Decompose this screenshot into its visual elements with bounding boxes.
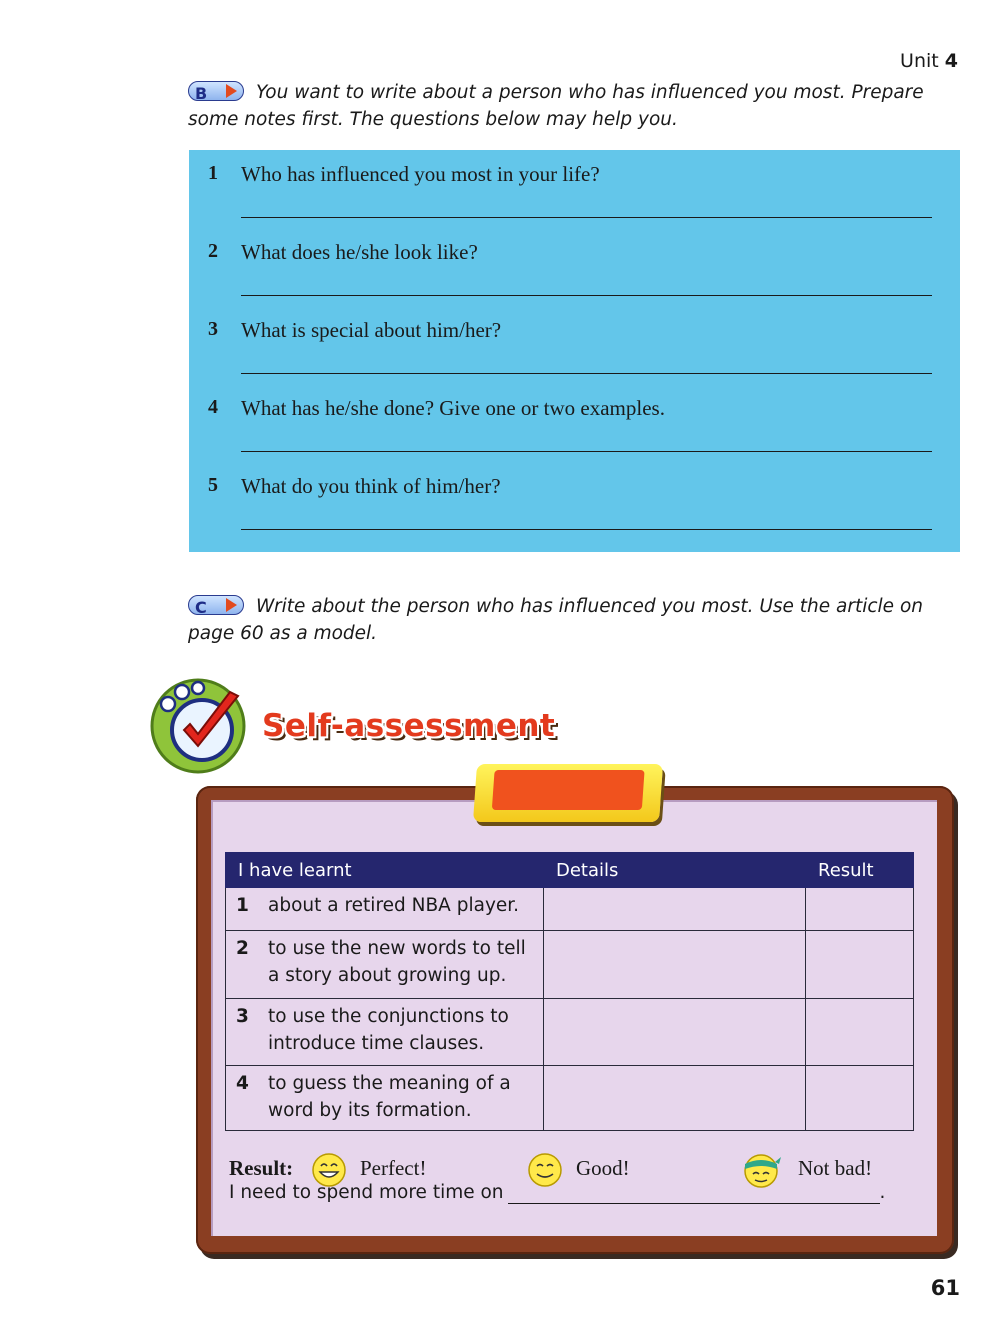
exercise-b-instruction bbox=[188, 79, 928, 133]
question-item bbox=[189, 150, 960, 228]
unit-label bbox=[900, 50, 958, 72]
col-header-learnt: I have learnt bbox=[226, 853, 544, 888]
board-clip bbox=[473, 764, 663, 822]
row-text: to use the new words to tell a story about growing up. bbox=[268, 938, 526, 986]
exercise-b-badge bbox=[188, 81, 244, 101]
result-cell[interactable] bbox=[806, 1066, 914, 1131]
learnt-cell bbox=[226, 888, 544, 931]
question-number: 4 bbox=[208, 396, 218, 418]
exercise-c-instruction bbox=[188, 593, 928, 647]
row-number: 3 bbox=[236, 1006, 249, 1027]
question-text: What is special about him/her? bbox=[241, 318, 502, 342]
question-item bbox=[189, 384, 960, 462]
need-answer-line[interactable] bbox=[508, 1183, 880, 1204]
rating-not-bad: Not bad! bbox=[798, 1156, 873, 1180]
row-number: 2 bbox=[236, 938, 249, 959]
questions-box bbox=[189, 150, 960, 552]
table-header-row bbox=[226, 853, 914, 888]
question-item bbox=[189, 462, 960, 540]
answer-line[interactable] bbox=[241, 373, 932, 374]
self-assessment-title: Self-assessment bbox=[262, 708, 556, 744]
row-text: to guess the meaning of a word by its formation. bbox=[268, 1073, 511, 1121]
question-text: What do you think of him/her? bbox=[241, 474, 501, 498]
question-number: 2 bbox=[208, 240, 218, 262]
result-cell[interactable] bbox=[806, 931, 914, 999]
table-row bbox=[226, 999, 914, 1066]
table-row bbox=[226, 1066, 914, 1131]
unit-text: Unit bbox=[900, 50, 939, 72]
need-more-time bbox=[229, 1182, 885, 1204]
row-number: 4 bbox=[236, 1073, 249, 1094]
unit-number: 4 bbox=[944, 50, 958, 72]
badge-letter-c: C bbox=[195, 598, 207, 617]
rating-good: Good! bbox=[576, 1156, 630, 1180]
col-header-result: Result bbox=[806, 853, 914, 888]
learnt-cell bbox=[226, 931, 544, 999]
answer-line[interactable] bbox=[241, 451, 932, 452]
question-text: What has he/she done? Give one or two examples. bbox=[241, 396, 665, 420]
question-number: 5 bbox=[208, 474, 218, 496]
col-header-details: Details bbox=[544, 853, 806, 888]
answer-line[interactable] bbox=[241, 529, 932, 530]
rating-perfect: Perfect! bbox=[360, 1156, 427, 1180]
checkmark-logo-icon bbox=[146, 674, 250, 774]
result-cell[interactable] bbox=[806, 888, 914, 931]
question-item bbox=[189, 228, 960, 306]
question-number: 1 bbox=[208, 162, 218, 184]
learnt-cell bbox=[226, 1066, 544, 1131]
result-cell[interactable] bbox=[806, 999, 914, 1066]
answer-line[interactable] bbox=[241, 295, 932, 296]
learnt-cell bbox=[226, 999, 544, 1066]
play-arrow-icon bbox=[226, 598, 237, 612]
exercise-c-badge bbox=[188, 595, 244, 615]
result-label: Result: bbox=[229, 1156, 294, 1180]
table-row bbox=[226, 931, 914, 999]
assessment-table bbox=[225, 852, 914, 1131]
exercise-b-text: You want to write about a person who has influenced you most. Prepare some notes first. The questions below may help you. bbox=[188, 82, 924, 130]
play-arrow-icon bbox=[226, 84, 237, 98]
details-cell[interactable] bbox=[544, 888, 806, 931]
question-text: Who has influenced you most in your life? bbox=[241, 162, 600, 186]
question-number: 3 bbox=[208, 318, 218, 340]
details-cell[interactable] bbox=[544, 1066, 806, 1131]
need-text: I need to spend more time on bbox=[229, 1182, 504, 1203]
question-item bbox=[189, 306, 960, 384]
badge-letter-b: B bbox=[195, 84, 208, 103]
details-cell[interactable] bbox=[544, 931, 806, 999]
table-row bbox=[226, 888, 914, 931]
row-number: 1 bbox=[236, 895, 249, 916]
page-number: 61 bbox=[930, 1276, 960, 1300]
need-end: . bbox=[879, 1182, 886, 1203]
row-text: to use the conjunctions to introduce time clauses. bbox=[268, 1006, 509, 1054]
answer-line[interactable] bbox=[241, 217, 932, 218]
details-cell[interactable] bbox=[544, 999, 806, 1066]
row-text: about a retired NBA player. bbox=[268, 895, 520, 916]
question-text: What does he/she look like? bbox=[241, 240, 478, 264]
exercise-c-text: Write about the person who has influenced you most. Use the article on page 60 as a model. bbox=[188, 596, 923, 644]
